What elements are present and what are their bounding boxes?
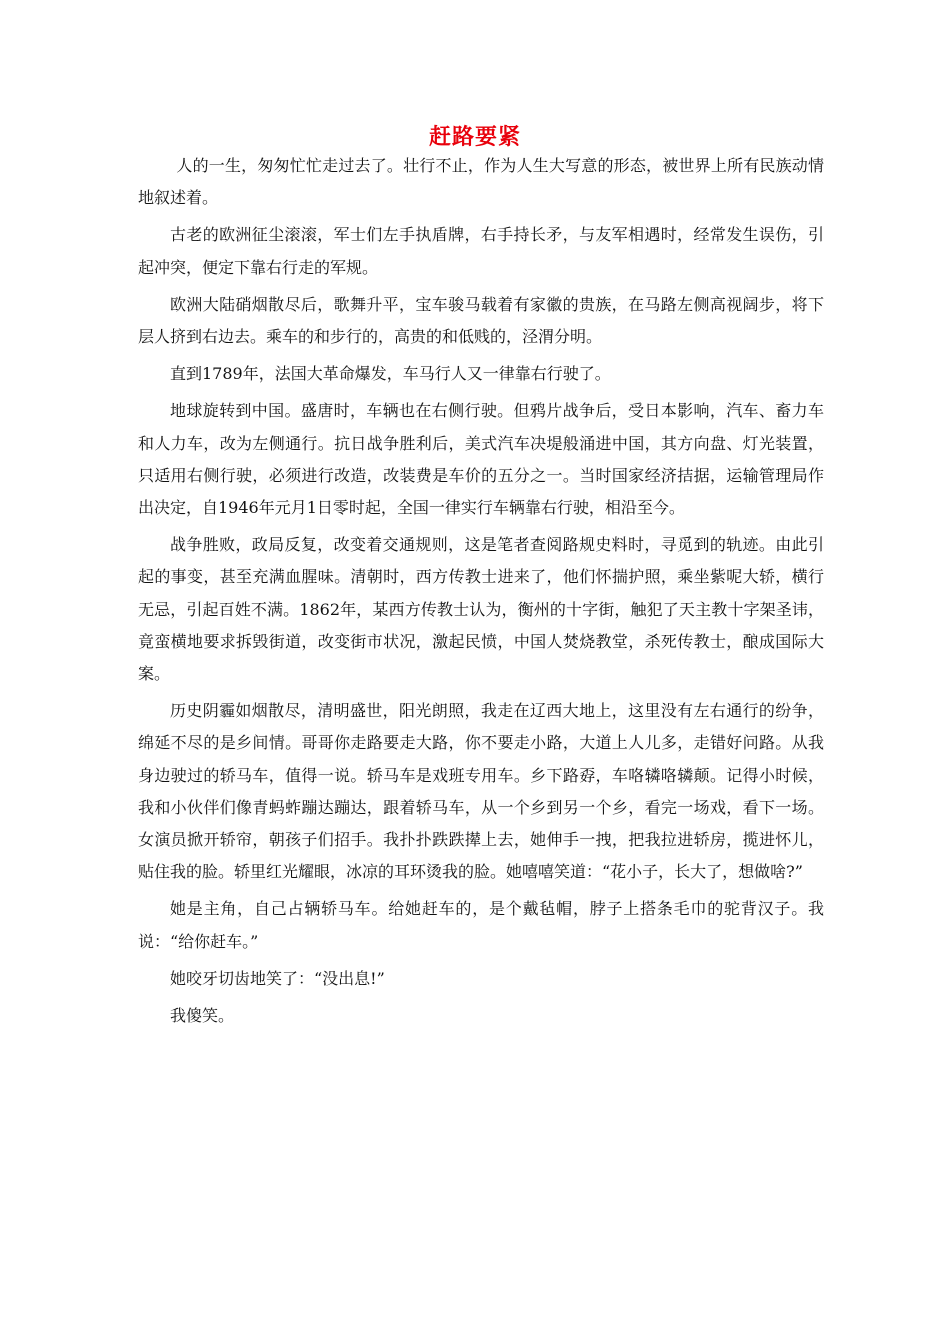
paragraph: 我傻笑。 [170, 1006, 235, 1026]
paragraph: 她是主角，自己占辆轿马车。给她赶车的，是个戴毡帽，脖子上搭条毛巾的驼背汉子。我说：“给你赶车。” [138, 899, 824, 951]
paragraph: 古老的欧洲征尘滚滚，军士们左手执盾牌，右手持长矛，与友军相遇时，经常发生误伤，引起冲突，便定下靠右行走的军规。 [138, 225, 824, 277]
paragraph: 历史阴霾如烟散尽，清明盛世，阳光朗照，我走在辽西大地上，这里没有左右通行的纷争，绵延不尽的是乡间情。哥哥你走路要走大路，你不要走小路，大道上人儿多，走错好问路。从我身边驶过的轿马车，值得一说。轿马车是戏班专用车。乡下路孬，车咯辚咯辚颠。记得小时候，我和小伙伴们像青蚂蚱蹦达蹦达，跟着轿马车，从一个乡到另一个乡，看完一场戏，看下一场。女演员掀开轿帘，朝孩子们招手。我扑扑跌跌撵上去，她伸手一拽，把我拉进轿房，揽进怀儿，贴住我的脸。轿里红光耀眼，冰凉的耳环烫我的脸。她嘻嘻笑道：“花小子，长大了，想做啥?” [138, 701, 824, 882]
paragraph: 她咬牙切齿地笑了：“没出息!” [170, 968, 385, 988]
paragraph: 直到1789年，法国大革命爆发，车马行人又一律靠右行驶了。 [170, 364, 611, 384]
paragraph: 战争胜败，政局反复，改变着交通规则，这是笔者查阅路规史料时，寻觅到的轨迹。由此引起的事变，甚至充满血腥味。清朝时，西方传教士进来了，他们怀揣护照，乘坐紫呢大轿，横行无忌，引起百姓不满。1862年，某西方传教士认为，衡州的十字街，触犯了天主教十字架圣讳，竟蛮横地要求拆毁街道，改变街市状况，激起民愤，中国人焚烧教堂，杀死传教士，酿成国际大案。 [138, 535, 824, 684]
document-title: 赶路要紧 [428, 124, 521, 150]
document-body [138, 150, 824, 1037]
paragraph: 人的一生，匆匆忙忙走过去了。壮行不止，作为人生大写意的形态，被世界上所有民族动情地叙述着。 [138, 156, 824, 208]
paragraph: 欧洲大陆硝烟散尽后，歌舞升平，宝车骏马载着有家徽的贵族，在马路左侧高视阔步，将下层人挤到右边去。乘车的和步行的，高贵的和低贱的，泾渭分明。 [138, 294, 824, 347]
paragraph: 地球旋转到中国。盛唐时，车辆也在右侧行驶。但鸦片战争后，受日本影响，汽车、畜力车和人力车，改为左侧通行。抗日战争胜利后，美式汽车决堤般涌进中国，其方向盘、灯光装置，只适用右侧行驶，必须进行改造，改装费是车价的五分之一。当时国家经济拮据，运输管理局作出决定，自1946年元月1日零时起，全国一律实行车辆靠右行驶，相沿至今。 [138, 401, 824, 518]
